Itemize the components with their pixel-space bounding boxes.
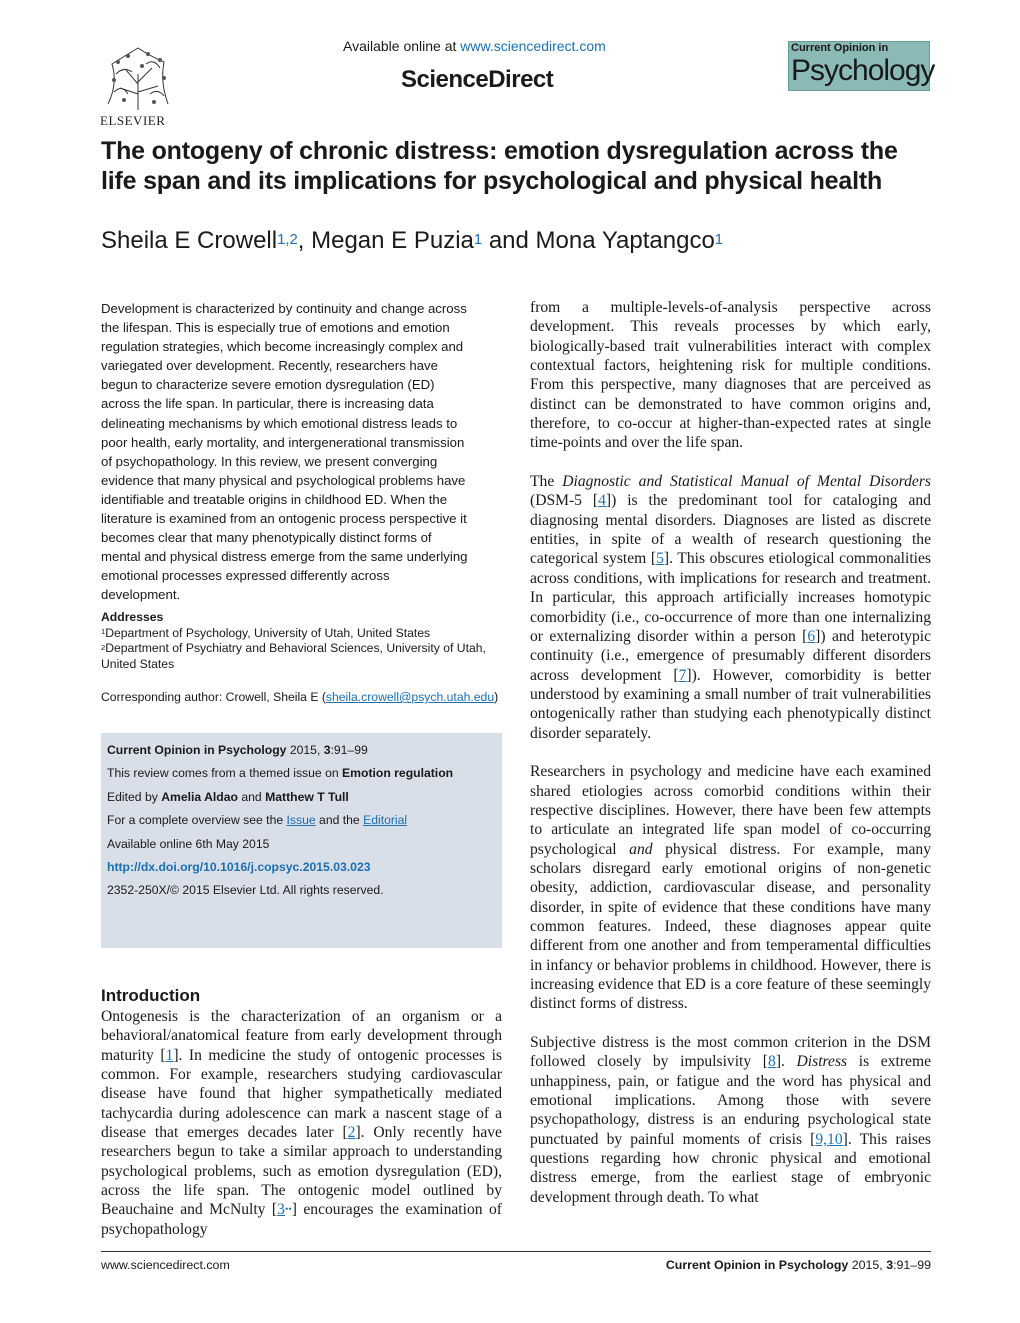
- editorial-link[interactable]: Editorial: [363, 813, 408, 828]
- p2-text-a: The: [530, 473, 563, 491]
- p2-text-f: ]). However, comorbidity is better understood by examining a small number of trait vulnerabilities ontogenically rather than studying each phenotypically distinct disorder separately.: [530, 666, 931, 742]
- p2-text-b: (DSM-5 [: [530, 492, 599, 510]
- info-overview-and: and the: [315, 813, 364, 828]
- info-pages: :91–99: [330, 743, 368, 757]
- reference-link-6[interactable]: 6: [807, 627, 816, 645]
- p2-text-c: ]) is the predominant tool for cataloging and diagnosing mental disorders. Diagnoses are listed as discrete entities, in spite of a wealth of research questioning the categorical system [: [530, 492, 931, 568]
- p3-text-a: Researchers in psychology and medicine have each examined shared etiologies across comorbid conditions within their respective disciplines. However, there have been few attempts to articulate an integrated life span model of co-occurring psychological: [530, 763, 931, 858]
- abstract: [101, 299, 499, 605]
- corresponding-suffix: ): [494, 690, 499, 704]
- info-year: 2015,: [286, 743, 324, 757]
- info-available-date: Available online 6th May 2015: [107, 836, 270, 851]
- corresponding-email-link[interactable]: sheila.crowell@psych.utah.edu: [325, 690, 495, 704]
- footer-year: 2015,: [848, 1258, 887, 1272]
- address-text: Department of Psychiatry and Behavioral Sciences, University of Utah,: [105, 641, 486, 655]
- address-number: 2: [101, 642, 106, 652]
- intro-text-b: ]. In medicine the study of ontogenic processes is common. For example, researchers studying cardiovascular disease have found that higher sympathetically mediated tachycardia during adolescence can mark a nascent stage of a disease that emerges decades later [: [101, 1046, 502, 1142]
- info-edited-and: and: [237, 789, 266, 804]
- issue-link[interactable]: Issue: [286, 813, 316, 828]
- footer-volume: 3: [886, 1258, 894, 1272]
- corresponding-prefix: Corresponding author: Crowell, Sheila E (: [101, 690, 326, 704]
- paragraph-2: [530, 472, 931, 743]
- journal-logo: [788, 41, 935, 91]
- abstract-line: literature is examined from an ontogenic process perspective it: [101, 511, 467, 527]
- abstract-line: the lifespan. This is especially true of emotions and emotion: [101, 320, 450, 336]
- addresses-heading: Addresses: [101, 610, 164, 624]
- address-text: United States: [101, 656, 175, 671]
- author-affiliation-marker[interactable]: 1: [714, 231, 724, 248]
- info-volume: 3: [323, 743, 331, 757]
- intro-text-a: Ontogenesis is the characterization of an organism or a behavioral/anatomical feature from early development through maturity [: [101, 1008, 502, 1064]
- info-copyright: 2352-250X/© 2015 Elsevier Ltd. All rights reserved.: [107, 883, 384, 898]
- abstract-line: across the life span. In particular, there is increasing data: [101, 396, 434, 412]
- p2-dsm-title: Diagnostic and Statistical Manual of Mental Disorders: [562, 473, 931, 491]
- abstract-line: evidence that many physical and psychological problems have: [101, 472, 466, 488]
- journal-logo-small-text: Current Opinion in: [791, 42, 889, 54]
- elsevier-wordmark: ELSEVIER: [100, 113, 166, 128]
- info-overview-prefix: For a complete overview see the: [107, 813, 287, 828]
- author-name: Mona Yaptangco: [535, 227, 715, 254]
- corresponding-author: [101, 690, 506, 704]
- available-online-line: [343, 38, 606, 54]
- footer-divider: [101, 1251, 931, 1252]
- abstract-line: delineating mechanisms by which emotional distress leads to: [101, 415, 458, 431]
- author-name: Megan E Puzia: [311, 227, 474, 254]
- intro-text-c: ]. Only recently have researchers begun to take a similar approach to understanding psychological problems, such as emotion dysregulation (ED), across the life span. The ontogenic model outlined by Beauchaine and McNulty [: [101, 1124, 502, 1219]
- abstract-line: regulation strategies, which become increasingly complex and: [101, 339, 464, 355]
- footer-journal: Current Opinion in Psychology: [665, 1258, 849, 1272]
- address-number: 1: [101, 627, 106, 637]
- author-affiliation-marker[interactable]: 1,2: [277, 231, 298, 248]
- abstract-line: identifiable and treatable origins in childhood ED. When the: [101, 491, 448, 507]
- info-editor-2: Matthew T Tull: [265, 789, 349, 804]
- available-online-prefix: Available online at: [343, 38, 457, 54]
- info-editor-1: Amelia Aldao: [161, 789, 238, 804]
- elsevier-tree-icon: [98, 44, 180, 128]
- reference-link-7[interactable]: 7: [678, 666, 687, 684]
- reference-link-3[interactable]: 3: [277, 1201, 285, 1219]
- author-list: [101, 226, 723, 256]
- info-edited-prefix: Edited by: [107, 789, 162, 804]
- p4-text-a: Subjective distress is the most common criterion in the DSM followed closely by impulsivity [: [530, 1034, 931, 1071]
- abstract-line: Development is characterized by continuity and change across: [101, 301, 467, 316]
- abstract-line: variegated over development. Recently, researchers have: [101, 358, 438, 374]
- p2-text-e: ]) and heterotypic continuity (i.e., emergence of presumably different disorders across development [: [530, 627, 931, 684]
- paragraph-1: from a multiple-levels-of-analysis perspective across development. This reveals processes by which early, biologically-based trait vulnerabilities interact with complex contextual factors, heightening risk for multiple conditions. From this perspective, many diagnoses that are perceived as distinct can be demonstrated to have common origins and, therefore, to co-occur at higher-than-expected rates at single time-points and over the life span.: [530, 299, 931, 452]
- info-journal-name: Current Opinion in Psychology: [107, 743, 287, 757]
- address-line: [101, 641, 501, 657]
- author-separator: and: [482, 227, 536, 254]
- p4-text-b: ].: [775, 1053, 797, 1071]
- introduction-heading: Introduction: [101, 986, 201, 1005]
- introduction-text: [101, 1007, 502, 1239]
- p4-italic-distress: Distress: [796, 1053, 848, 1071]
- reference-link-1[interactable]: 1: [165, 1046, 174, 1064]
- footer-url[interactable]: www.sciencedirect.com: [101, 1258, 230, 1272]
- reference-3-recommendation-mark: ••: [284, 1203, 292, 1215]
- info-themed-prefix: This review comes from a themed issue on: [107, 766, 343, 781]
- reference-link-8[interactable]: 8: [768, 1053, 776, 1071]
- info-themed-issue: [107, 762, 496, 785]
- addresses: [101, 610, 501, 672]
- abstract-line: poor health, early mortality, and intergenerational transmission: [101, 434, 465, 450]
- author-name: Sheila E Crowell: [101, 227, 278, 254]
- address-line: [101, 657, 501, 673]
- address-list: [101, 626, 501, 673]
- sciencedirect-url-link[interactable]: www.sciencedirect.com: [460, 38, 606, 54]
- address-text: Department of Psychology, University of Utah, United States: [105, 625, 431, 640]
- abstract-line: of psychopathology. In this review, we present converging: [101, 453, 438, 469]
- info-citation: [107, 739, 496, 762]
- abstract-line: begun to characterize severe emotion dysregulation (ED): [101, 377, 435, 393]
- reference-link-5[interactable]: 5: [656, 550, 664, 568]
- sciencedirect-wordmark: ScienceDirect: [401, 66, 554, 93]
- p3-italic-and: and: [629, 840, 653, 858]
- right-column-body: [530, 298, 931, 1227]
- p4-text-c: is extreme unhappiness, pain, or fatigue and the word has physical and emotional implications. Among those with severe psychopathology, distress is an enduring psychological state punctuated by painful moments of crisis [: [530, 1053, 931, 1148]
- reference-link-2[interactable]: 2: [347, 1124, 356, 1142]
- reference-link-9-10[interactable]: 9,10: [815, 1130, 843, 1148]
- reference-link-4[interactable]: 4: [598, 492, 606, 510]
- abstract-line: becomes clear that many phenotypically distinct forms of: [101, 530, 432, 546]
- abstract-line: mental and physical distress emerge from the same underlying: [101, 549, 468, 565]
- paragraph-3: [530, 762, 931, 1013]
- article-title: The ontogeny of chronic distress: emotion dysregulation across the life span and its implications for psychological and physical health: [101, 137, 898, 195]
- info-overview: [107, 809, 496, 832]
- paragraph-4: [530, 1033, 931, 1207]
- footer-pages: :91–99: [893, 1258, 931, 1272]
- p2-text-d: ]. This obscures etiological commonalities across conditions, with implications for research and treatment. In particular, this approach artificially increases homotypic comorbidity (i.e., co-occurrence of more than one internalizing or externalizing disorder within a person [: [530, 550, 931, 645]
- abstract-line: emotional processes expressed differently across: [101, 568, 390, 584]
- info-editors: [107, 786, 496, 809]
- footer-citation: [666, 1258, 931, 1272]
- p4-text-d: ]. This raises questions regarding how chronic physical and emotional distress emerge, from the earliest stage of embryonic development through death. To what: [530, 1130, 931, 1206]
- info-themed-topic: Emotion regulation: [342, 766, 454, 781]
- elsevier-logo: [98, 44, 180, 128]
- intro-text-d: ] encourages the examination of psychopathology: [101, 1201, 502, 1238]
- author-separator: ,: [297, 227, 312, 254]
- address-line: [101, 626, 501, 642]
- article-info-box: [101, 733, 502, 948]
- doi-link[interactable]: http://dx.doi.org/10.1016/j.copsyc.2015.03.023: [107, 859, 371, 874]
- p3-text-b: physical distress. For example, many scholars disregard early emotional origins of non-genetic obesity, addiction, cardiovascular disease, and personality disorder, in spite of evidence that these conditions have many common features. Indeed, these diagnoses appear quite different from one another and from temperamental difficulties in infancy or behavior problems in childhood. However, there is increasing evidence that ED is a core feature of these seemingly distinct forms of distress.: [530, 840, 931, 1013]
- journal-logo-big-text: Psychology: [791, 54, 935, 87]
- author-affiliation-marker[interactable]: 1: [473, 231, 483, 248]
- abstract-line: development.: [101, 587, 181, 603]
